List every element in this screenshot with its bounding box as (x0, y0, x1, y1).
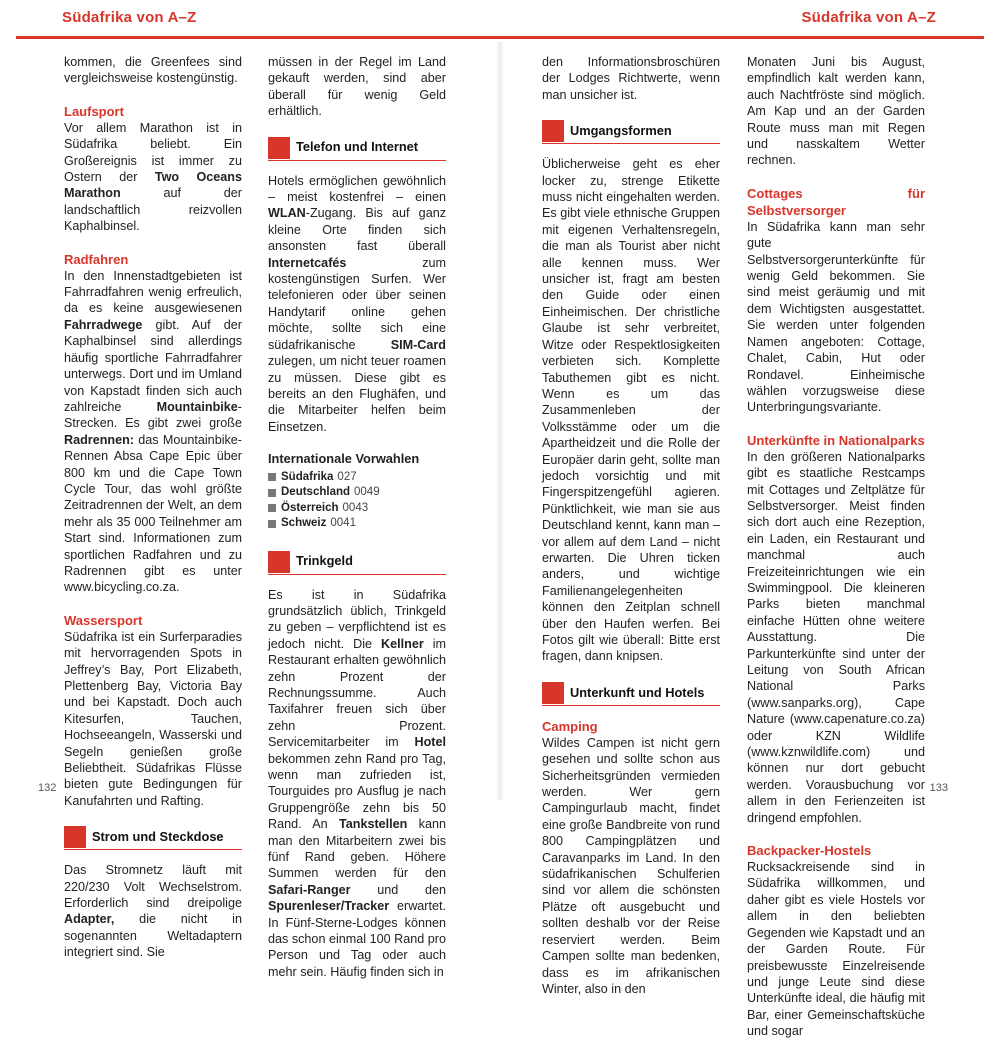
paragraph: den Informationsbroschüren der Lodges Richtwerte, wenn man unsicher ist. (542, 55, 720, 102)
text: das Mountainbike-Rennen Absa Cape Epic über 800 km und die Cape Town Cycle Tour, das wohl größte Zeitradrennen der Welt, an dem mehr als 35 000 Teilnehmer am Start sind. Informationen zum sportlichen Radfahren und zu Radrennen gibt es unter www.bicycling.co.za. (64, 432, 242, 595)
subheading-wassersport: Wassersport (64, 612, 143, 628)
bold-term: Two Oceans Marathon (64, 170, 242, 201)
text: Das Stromnetz läuft mit 220/230 Volt Wechselstrom. Erforderlich sind dreipolige (64, 863, 242, 911)
text: kann man den Mitarbeitern zwei bis fünf Rand geben. Höhere Summen werden für den (268, 817, 446, 881)
page-number-right: 133 (929, 782, 948, 794)
bold-term: Internetcafés (268, 255, 347, 270)
column-1 (64, 54, 242, 961)
intl-code-row (268, 470, 446, 486)
section-title: Strom und Steckdose (92, 829, 224, 845)
column-2 (268, 54, 446, 980)
page-header (0, 0, 1000, 42)
text: Vor allem Marathon ist in Südafrika beliebt. Ein Großereignis ist immer zu Ostern der (64, 120, 242, 185)
paragraph-strom (64, 862, 242, 960)
paragraph: kommen, die Greenfees sind vergleichsweise kostengünstig. (64, 55, 242, 86)
dial-code: 027 (337, 470, 357, 483)
subheading-camping: Camping (542, 718, 598, 734)
intl-code-row (268, 501, 446, 517)
paragraph: Monaten Juni bis August, empfindlich kalt werden kann, auch Nachtfröste sind möglich. Am Kap und an der Garden Route muss man mit Regen und nasskaltem Wetter rechnen. (747, 55, 925, 168)
bold-term: Safari-Ranger (268, 882, 351, 897)
section-marker-icon (268, 137, 290, 159)
section-trinkgeld (268, 550, 446, 575)
book-spine (496, 42, 504, 800)
text: bekommen zehn Rand pro Tag, wenn man zufrieden ist, Tourguides pro Ausflug je nach Gruppengröße zehn bis 50 Rand. An (268, 751, 446, 832)
column-3 (542, 54, 720, 997)
bold-term: Mountainbike (156, 399, 238, 414)
section-title: Unterkunft und Hotels (570, 684, 705, 700)
country: Schweiz (281, 517, 327, 530)
paragraph-telefon (268, 173, 446, 436)
section-marker-icon (542, 682, 564, 704)
bold-term: Tankstellen (338, 817, 408, 832)
page-number-left: 132 (38, 782, 57, 794)
text: und den (350, 882, 446, 897)
text: In den Innenstadtgebieten ist Fahrradfahren wenig erfreulich, da es keine ausgewiesenen (64, 268, 242, 316)
running-head-right: Südafrika von A–Z (801, 9, 936, 26)
bold-term: WLAN (268, 206, 306, 221)
bold-term: Kellner (381, 636, 424, 651)
subheading-radfahren: Radfahren (64, 251, 129, 267)
subheading-laufsport: Laufsport (64, 103, 124, 119)
paragraph-trinkgeld (268, 587, 446, 981)
paragraph-camping: Wildes Campen ist nicht gern gesehen und sollte schon aus Sicherheitsgründen vermieden werden. Wer gern Campingurlaub macht, findet eine große Bandbreite von rund 800 Campingplätzen und Caravanparks im Land. In den südafrikanischen Schulferien sind vor allem die schönsten Plätze oft ausgebucht und sollten deshalb vor der Reise reserviert werden. Beim Campen sollte man bedenken, dass es im afrikanischen Winter, also in den (542, 735, 720, 996)
running-head-left: Südafrika von A–Z (62, 9, 197, 26)
header-rule (16, 36, 984, 39)
paragraph: müssen in der Regel im Land gekauft werden, sind aber überall für wenig Geld erhältlich. (268, 55, 446, 119)
country: Südafrika (281, 470, 334, 483)
bold-term: Fahrradwege (64, 317, 143, 332)
section-title: Trinkgeld (296, 553, 353, 569)
bold-term: Radrennen: (64, 432, 134, 447)
text: -Strecken. Es gibt zwei große (64, 399, 242, 431)
bold-term: Hotel (414, 735, 446, 750)
text: zulegen, um nicht teuer roamen zu müssen. Diese gibt es bereits an den Flughäfen, und die Mitarbeiter helfen beim Einsetzen. (268, 354, 446, 434)
section-telefon (268, 136, 446, 161)
paragraph-wassersport: Südafrika ist ein Surferparadies mit hervorragenden Spots in Jeffrey’s Bay, Port Elizabeth, Plettenberg Bay, Victoria Bay und bei Kapstadt. Doch auch Kitesurfen, Tauchen, Hochseeangeln, Wasserski und Segeln genießen große Beliebtheit. Südafrikas Flüsse bieten gute Bedingungen für Kanufahrten und Rafting. (64, 629, 242, 808)
paragraph-backpacker: Rucksackreisende sind in Südafrika willkommen, und daher gibt es viele Hostels vor allem in den beliebten Gegenden wie Kapstadt und an der Garden Route. Für preisbewusste Einzelreisende und junge Leute sind diese Unterkünfte ideal, die häufig mit Bar, einer Gemeinschaftsküche und sogar (747, 860, 925, 1039)
square-bullet-icon (268, 489, 276, 497)
section-title: Telefon und Internet (296, 139, 419, 155)
paragraph-umgangsformen: Üblicherweise geht es eher locker zu, strenge Etikette muss nicht eingehalten werden. Es gibt viele ethnische Gruppen mit eigenen Verhaltensregeln, die man als Tourist aber nicht alle kennen muss. Wer unsicher ist, fragt am besten den Guide oder einen Einheimischen. Der christliche Glaube ist sehr verbreitet, Witze oder Respektlosigkeiten verbieten sich. Komplette Tabuthemen gibt es nicht. Wenn es um das Zusammenleben der Volksstämme oder um die Apartheidzeit und die Rolle der Europäer darin geht, sollte man jedoch vorsichtig und mit Fingerspitzengefühl agieren. Pünktlichkeit, wie man sie aus Deutschland kennt, kann man – vor allem auf dem Land – nicht erwarten. Die Uhren ticken anders, und wichtige Familienangelegenheiten können den Zeitplan schnell über den Haufen werfen. Bei Fotos gilt wie überall: Bitte erst fragen, dann knipsen. (542, 157, 720, 664)
text: Hotels ermöglichen gewöhnlich – meist kostenfrei – einen (268, 173, 446, 205)
bold-term: Adapter, (64, 912, 115, 927)
text: Es ist in Südafrika grundsätzlich üblich, Trinkgeld zu geben – verpflichtend ist es jedoch nicht. Die (268, 587, 446, 651)
paragraph-radfahren (64, 268, 242, 596)
section-marker-icon (268, 551, 290, 573)
text: die nicht in sogenannten Weltadaptern integriert sind. Sie (64, 912, 242, 960)
country: Deutschland (281, 486, 351, 499)
square-bullet-icon (268, 473, 276, 481)
square-bullet-icon (268, 504, 276, 512)
paragraph-cottages: In Südafrika kann man sehr gute Selbstversorgerunterkünfte für wenig Geld bekommen. Sie sind meist geräumig und mit dem Wichtigsten ausgestattet. Sie werden unter folgenden Namen angeboten: Cottage, Chalet, Cabin, Hut oder Rondavel. Einheimische wählen vorzugsweise diese Unterbringungsvariante. (747, 219, 925, 415)
section-title: Umgangsformen (570, 123, 672, 139)
subheading-backpacker: Backpacker-Hostels (747, 843, 872, 859)
subheading-nationalparks: Unterkünfte in Nationalparks (747, 432, 925, 448)
country: Österreich (281, 501, 339, 514)
paragraph-laufsport (64, 120, 242, 235)
section-umgangsformen (542, 119, 720, 144)
dial-code: 0041 (330, 517, 356, 530)
text: gibt. Auf der Kaphalbinsel sind allerdings häufig sportliche Fahrradfahrer unterwegs. Dort und im Umland von Kapstadt finden sich auch zahlreiche (64, 317, 242, 414)
square-bullet-icon (268, 520, 276, 528)
section-marker-icon (64, 826, 86, 848)
section-unterkunft (542, 681, 720, 706)
text: zum kostengünstigen Surfen. Wer telefonieren oder über seinen Handytarif online gehen möchte, sollte sich eine südafrikanische (268, 255, 446, 352)
dial-code: 0049 (354, 486, 380, 499)
bold-term: SIM-Card (390, 337, 446, 352)
intl-code-row (268, 485, 446, 501)
text: erwartet. In Fünf-Sterne-Lodges können das schon einmal 100 Rand pro Person und Tag oder auch mehr sein. Häufig finden sich in (268, 899, 446, 979)
paragraph-nationalparks: In den größeren Nationalparks gibt es staatliche Restcamps mit Cottages und Zeltplätze für Selbstversorger. Meist finden sich dort auch eine Rezeption, ein Laden, ein Restaurant und manchmal auch Freizeiteinrichtungen wie ein Swimmingpool. Die kleineren Parks bieten manchmal einfache Hütten ohne weitere Ausstattung. Die Parkunterkünfte sind unter der Leitung von South African National Parks (www.sanparks.org), Cape Nature (www.capenature.co.za) oder KZN Wildlife (www.kznwildlife.com) und können nur dort gebucht werden. Vorausbuchung vor allem in den Ferienzeiten ist dringend empfohlen. (747, 449, 925, 825)
text: im Restaurant erhalten gewöhnlich zehn Prozent der Rechnungssumme. Auch Taxifahrer freuen sich über zehn Prozent. Servicemitarbeiter im (268, 636, 446, 750)
intl-codes-list (268, 470, 446, 532)
intl-code-row (268, 516, 446, 532)
subheading-cottages: Cottages für Selbstversorger (747, 185, 925, 218)
intl-codes-heading: Internationale Vorwahlen (268, 451, 420, 467)
bold-term: Spurenleser/Tracker (268, 899, 390, 914)
dial-code: 0043 (342, 501, 369, 514)
section-strom (64, 825, 242, 850)
column-4 (747, 54, 925, 1040)
text: -Zugang. Bis auf ganz kleine Orte finden sich ansonsten fast überall (268, 206, 446, 254)
section-marker-icon (542, 120, 564, 142)
text: auf der landschaftlich reizvollen Kaphalbinsel. (64, 186, 242, 234)
